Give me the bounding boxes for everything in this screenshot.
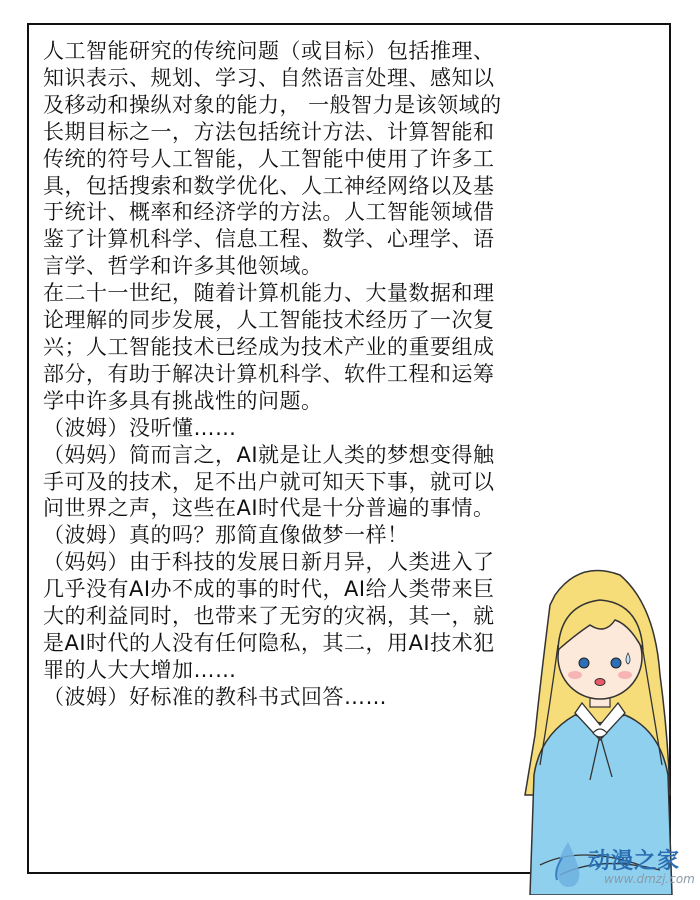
droplet-logo-icon [548,840,584,892]
dialogue-line: （波姆）没听懂…… [43,415,237,440]
watermark-name: 动漫之家 [588,849,681,874]
site-watermark [548,838,698,898]
paragraph: 人工智能研究的传统问题（或目标）包括推理、知识表示、规划、学习、自然语言处理、感知以及移动和操纵对象的能力， 一般智力是该领域的长期目标之一，方法包括统计方法、计算智能和传统的符号人工智能，人工智能中使用了许多工具，包括搜索和数学优化、人工神经网络以及基于统计、概率和经济学的方法。人工智能领域借鉴了计算机科学、信息工程、数学、心理学、语言学、哲学和许多其他领域。 [43,39,502,279]
paragraph: 在二十一世纪，随着计算机能力、大量数据和理论理解的同步发展，人工智能技术经历了一次复兴；人工智能技术已经成为技术产业的重要组成部分，有助于解决计算机科学、软件工程和运筹学中许多具有挑战性的问题。 [43,281,495,413]
watermark-url: www.dmzj.com [604,872,695,886]
dialogue-line: （妈妈）简而言之，AI就是让人类的梦想变得触手可及的技术，足不出户就可知天下事，就可以问世界之声，这些在AI时代是十分普遍的事情。 [43,442,495,521]
dialogue-line: （波姆）好标准的教科书式回答…… [43,684,387,709]
dialogue-line: （妈妈）由于科技的发展日新月异，人类进入了几乎没有AI办不成的事的时代，AI给人类带来巨大的利益同时，也带来了无穷的灾祸，其一，就是AI时代的人没有任何隐私，其二，用AI技术犯罪的人大大增加…… [43,550,495,682]
text-block [43,38,513,711]
dialogue-line: （波姆）真的吗？那简直像做梦一样！ [43,523,409,548]
